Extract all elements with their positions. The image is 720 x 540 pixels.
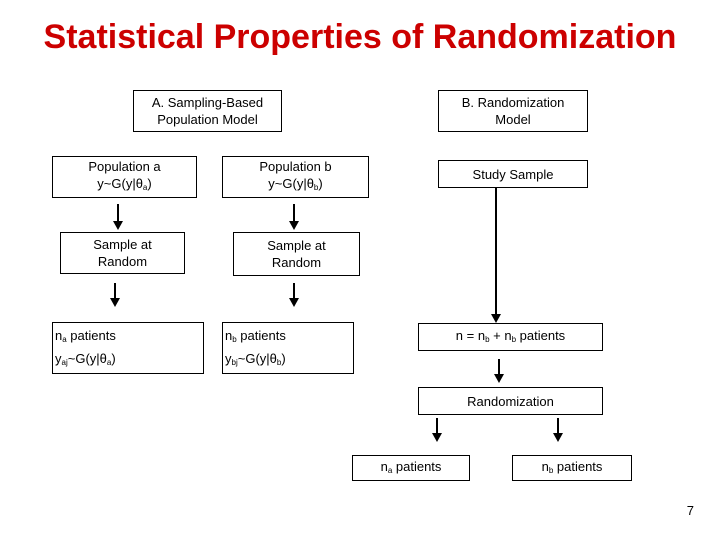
yaj-distribution: $y_{aj}\sim G(y|\theta_a)$ — [55, 351, 116, 367]
sample-at-random-a-box — [60, 232, 185, 274]
box-a-line1: A. Sampling-Based — [151, 95, 264, 110]
population-a-label: Population a — [88, 159, 161, 174]
na-patients-label: $n_a$ patients — [55, 328, 116, 344]
sample-b-line2: Random — [271, 255, 322, 270]
sample-a-line1: Sample at — [93, 237, 152, 252]
nb-patients-box — [222, 322, 354, 374]
study-sample-label: Study Sample — [472, 166, 554, 182]
randomization-box — [418, 387, 603, 415]
randomization-model-box — [438, 90, 588, 132]
randomized-nb-box — [512, 455, 632, 481]
total-patients-box — [418, 323, 603, 351]
sample-b-line1: Sample at — [267, 238, 326, 253]
sample-at-random-b-box — [233, 232, 360, 276]
slide-title: Statistical Properties of Randomization — [43, 18, 677, 56]
population-b-box — [222, 156, 369, 198]
randomization-label: Randomization — [467, 393, 554, 409]
total-patients-label: $n = n_b + n_b$ patients — [455, 327, 566, 344]
ybj-distribution: $y_{bj}\sim G(y|\theta_b)$ — [225, 351, 286, 367]
nb-patients-label: $n_b$ patients — [225, 328, 286, 344]
box-a-line2: Population Model — [157, 112, 258, 127]
randomized-nb-label: $n_b$ patients — [541, 458, 603, 475]
sample-a-line2: Random — [97, 254, 148, 269]
page-number: 7 — [686, 503, 694, 518]
sampling-based-model-box — [133, 90, 282, 132]
population-b-label: Population b — [259, 159, 332, 174]
na-patients-box — [52, 322, 204, 374]
box-b-line1: B. Randomization — [461, 95, 565, 110]
box-b-line2: Model — [495, 112, 531, 127]
population-a-distribution: $y\sim G(y|\theta_a)$ — [97, 176, 152, 192]
population-a-box — [52, 156, 197, 198]
randomized-na-label: $n_a$ patients — [380, 458, 442, 475]
population-b-distribution: $y\sim G(y|\theta_b)$ — [268, 176, 323, 192]
randomized-na-box — [352, 455, 470, 481]
study-sample-box — [438, 160, 588, 188]
